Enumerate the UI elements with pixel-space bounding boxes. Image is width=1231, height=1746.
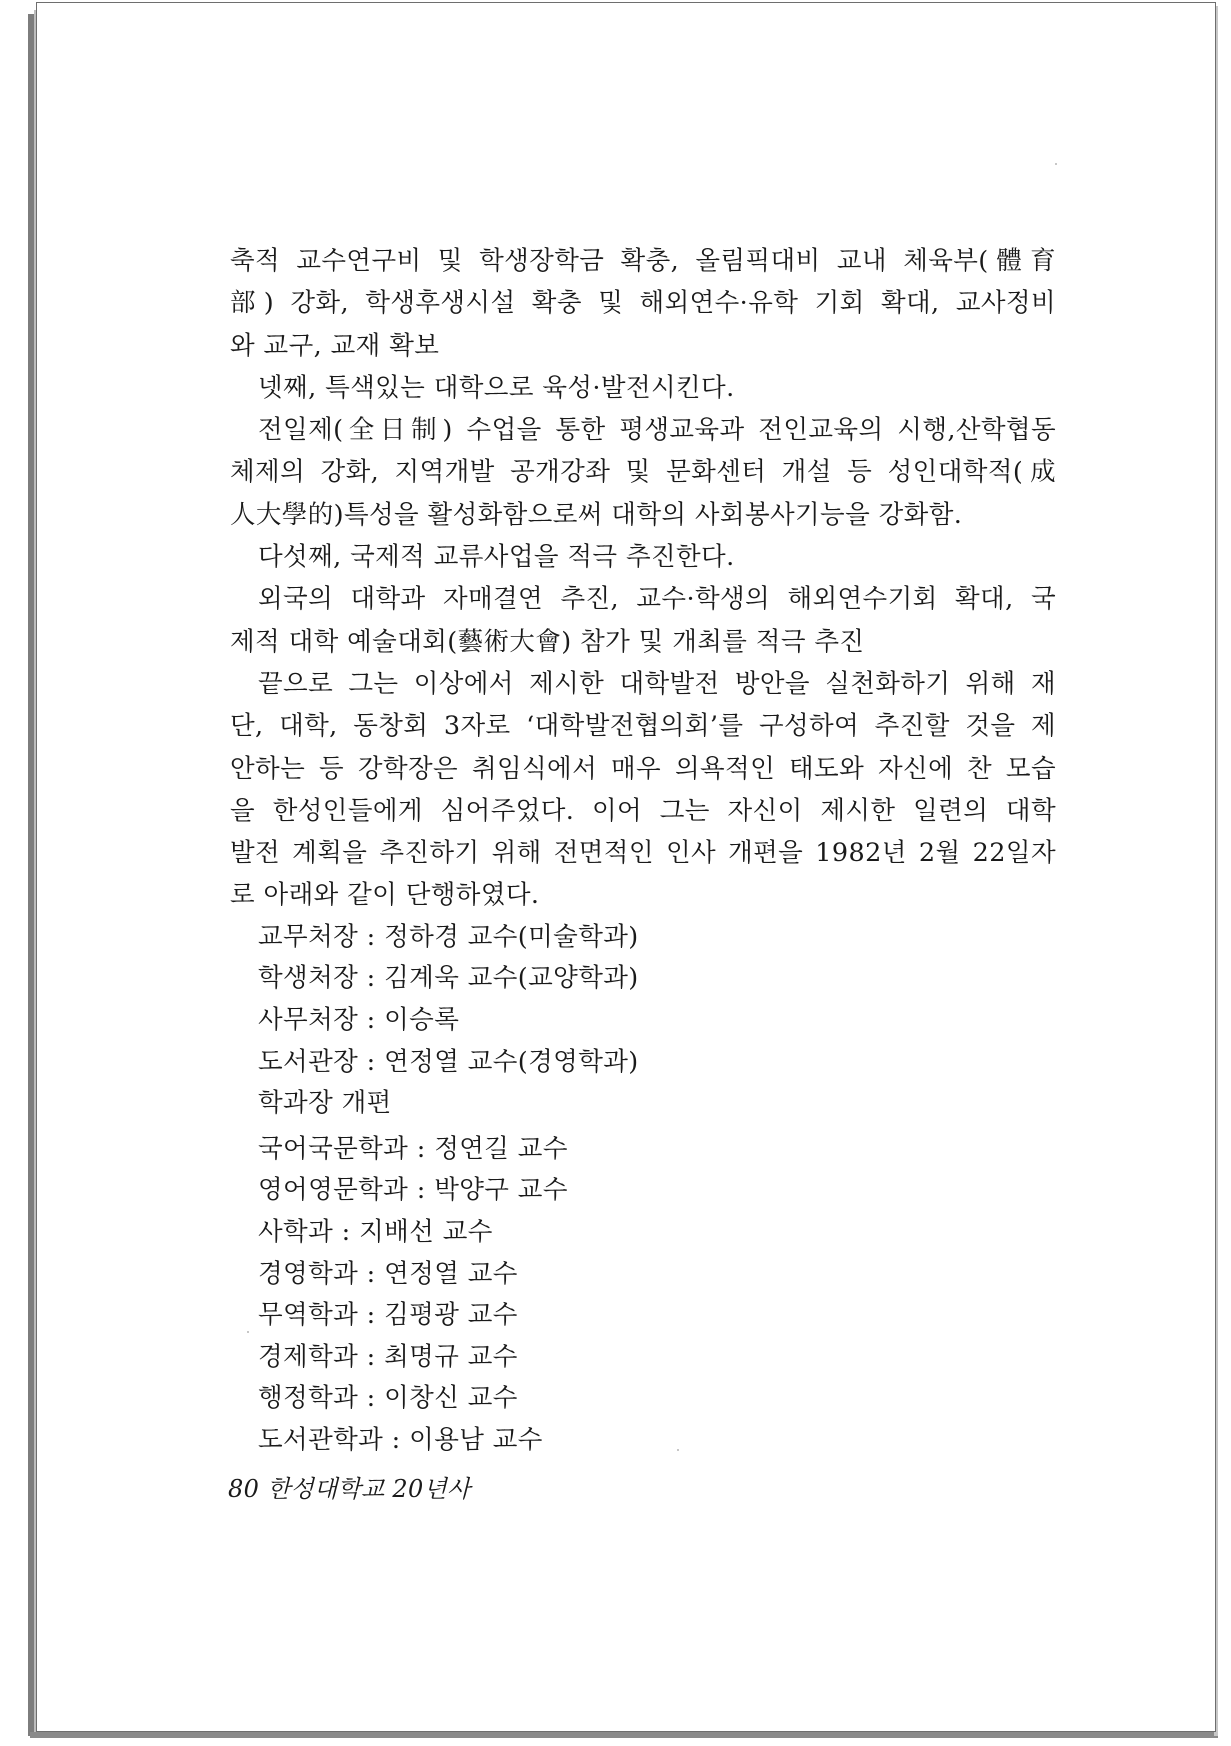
appointment-item: 사무처장 : 이승록: [258, 1004, 460, 1035]
department-head-item: 사학과 : 지배선 교수: [258, 1216, 493, 1247]
text-line: 외국의 대학과 자매결연 추진, 교수·학생의 해외연수기회 확대, 국: [258, 584, 1056, 615]
text-line: 다섯째, 국제적 교류사업을 적극 추진한다.: [258, 542, 735, 573]
scan-speck: [1055, 163, 1057, 165]
department-head-item: 영어영문학과 : 박양구 교수: [258, 1175, 568, 1206]
text-line: 발전 계획을 추진하기 위해 전면적인 인사 개편을 1982년 2월 22일자: [230, 838, 1056, 869]
department-head-item: 국어국문학과 : 정연길 교수: [258, 1133, 568, 1164]
text-line: 을 한성인들에게 심어주었다. 이어 그는 자신이 제시한 일련의 대학: [230, 795, 1056, 826]
page-stack-edge-bottom: [30, 1732, 1218, 1738]
text-line: 와 교구, 교재 확보: [230, 330, 440, 361]
department-head-item: 경제학과 : 최명규 교수: [258, 1341, 518, 1372]
text-line: 제적 대학 예술대회(藝術大會) 참가 및 개최를 적극 추진: [230, 626, 865, 657]
appointment-item: 도서관장 : 연정열 교수(경영학과): [258, 1046, 639, 1077]
text-line: 체제의 강화, 지역개발 공개강좌 및 문화센터 개설 등 성인대학적(成: [230, 457, 1056, 488]
appointment-item: 교무처장 : 정하경 교수(미술학과): [258, 921, 639, 952]
text-line: 안하는 등 강학장은 취임식에서 매우 의욕적인 태도와 자신에 찬 모습: [230, 753, 1056, 784]
department-head-item: 무역학과 : 김평광 교수: [258, 1300, 518, 1331]
text-line: 축적 교수연구비 및 학생장학금 확충, 올림픽대비 교내 체육부(體育: [230, 246, 1056, 276]
text-line: 部) 강화, 학생후생시설 확충 및 해외연수·유학 기회 확대, 교사정비: [230, 288, 1056, 319]
section-heading: 학과장 개편: [258, 1088, 392, 1119]
page-footer: 80 한성대학교 20년사: [228, 1475, 471, 1503]
text-line: 人大學的)특성을 활성화함으로써 대학의 사회봉사기능을 강화함.: [230, 499, 963, 530]
department-head-item: 도서관학과 : 이용남 교수: [258, 1424, 543, 1455]
text-line: 끝으로 그는 이상에서 제시한 대학발전 방안을 실천화하기 위해 재: [258, 668, 1056, 699]
text-line: 단, 대학, 동창회 3자로 ‘대학발전협의회’를 구성하여 추진할 것을 제: [230, 711, 1056, 742]
appointment-item: 학생처장 : 김계욱 교수(교양학과): [258, 963, 639, 994]
body-text: [230, 240, 1056, 1461]
department-head-item: 경영학과 : 연정열 교수: [258, 1258, 518, 1289]
text-line: 넷째, 특색있는 대학으로 육성·발전시킨다.: [258, 372, 735, 403]
text-line: 로 아래와 같이 단행하였다.: [230, 880, 540, 911]
text-line: 전일제(全日制) 수업을 통한 평생교육과 전인교육의 시행,산학협동: [258, 415, 1056, 446]
department-head-item: 행정학과 : 이창신 교수: [258, 1383, 518, 1414]
